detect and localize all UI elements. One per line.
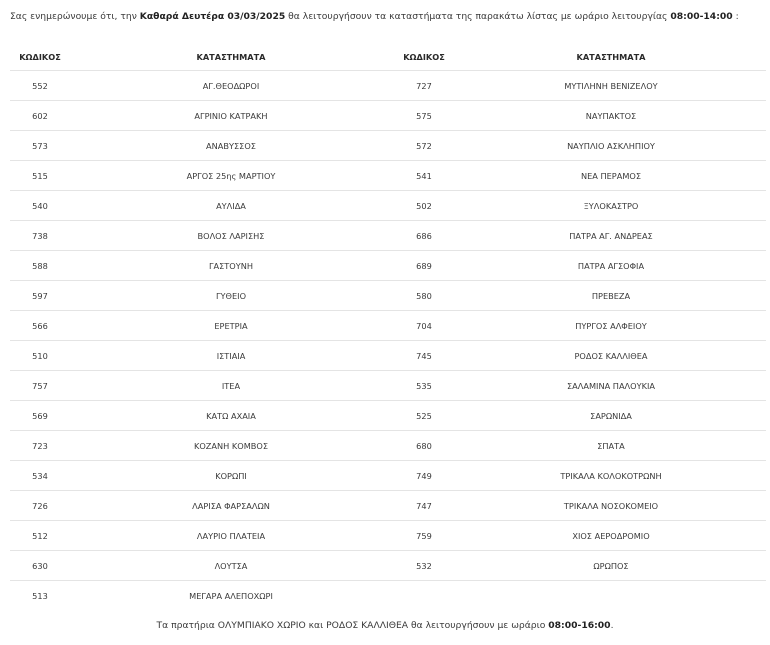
store-code-right [392,581,456,611]
store-name-left: ΑΓΡΙΝΙΟ ΚΑΤΡΑΚΗ [70,101,392,131]
store-code-right: 575 [392,101,456,131]
store-name-right: ΝΑΥΠΛΙΟ ΑΣΚΛΗΠΙΟΥ [456,131,766,161]
header-store-left: ΚΑΤΑΣΤΗΜΑΤΑ [70,43,392,71]
store-code-left: 566 [10,311,70,341]
store-code-right: 759 [392,521,456,551]
table-row [10,401,766,431]
intro-middle: θα λειτουργήσουν τα καταστήματα της παρακάτω λίστας με ωράριο λειτουργίας [285,11,671,22]
store-code-right: 525 [392,401,456,431]
store-name-right: ΣΑΛΑΜΙΝΑ ΠΑΛΟΥΚΙΑ [456,371,766,401]
store-code-left: 602 [10,101,70,131]
store-name-left: ΛΑΡΙΣΑ ΦΑΡΣΑΛΩΝ [70,491,392,521]
table-row [10,491,766,521]
store-code-right: 535 [392,371,456,401]
table-row [10,191,766,221]
table-row [10,341,766,371]
store-code-right: 572 [392,131,456,161]
store-code-left: 726 [10,491,70,521]
table-row [10,161,766,191]
stores-table [10,43,766,610]
table-row [10,371,766,401]
table-row [10,71,766,101]
store-name-left: ΓΥΘΕΙΟ [70,281,392,311]
table-row [10,281,766,311]
table-row [10,101,766,131]
header-code-left: ΚΩΔΙΚΟΣ [10,43,70,71]
store-code-left: 515 [10,161,70,191]
store-name-right: ΝΕΑ ΠΕΡΑΜΟΣ [456,161,766,191]
store-code-left: 573 [10,131,70,161]
footer-hours: 08:00-16:00 [548,620,611,631]
store-name-right: ΤΡΙΚΑΛΑ ΝΟΣΟΚΟΜΕΙΟ [456,491,766,521]
store-code-left: 552 [10,71,70,101]
store-name-left: ΒΟΛΟΣ ΛΑΡΙΣΗΣ [70,221,392,251]
store-name-left: ΛΟΥΤΣΑ [70,551,392,581]
store-name-right: ΠΥΡΓΟΣ ΑΛΦΕΙΟΥ [456,311,766,341]
store-name-right: ΠΡΕΒΕΖΑ [456,281,766,311]
footer-suffix: . [610,620,614,631]
store-name-right: ΩΡΩΠΟΣ [456,551,766,581]
store-name-left: ΙΤΕΑ [70,371,392,401]
table-header-row [10,43,766,71]
footer-prefix: Τα πρατήρια ΟΛΥΜΠΙΑΚΟ ΧΩΡΙΟ και ΡΟΔΟΣ ΚΑΛΛΙΘΕΑ θα λειτουργήσουν με ωράριο [156,620,549,631]
store-name-right: ΣΑΡΩΝΙΔΑ [456,401,766,431]
table-row [10,521,766,551]
table-row [10,221,766,251]
intro-text [10,10,765,23]
store-code-left: 597 [10,281,70,311]
store-name-left: ΙΣΤΙΑΙΑ [70,341,392,371]
store-name-left: ΑΥΛΙΔΑ [70,191,392,221]
store-code-right: 680 [392,431,456,461]
store-name-left: ΛΑΥΡΙΟ ΠΛΑΤΕΙΑ [70,521,392,551]
store-name-right: ΡΟΔΟΣ ΚΑΛΛΙΘΕΑ [456,341,766,371]
store-code-left: 569 [10,401,70,431]
store-code-right: 747 [392,491,456,521]
store-code-left: 512 [10,521,70,551]
store-code-left: 540 [10,191,70,221]
store-name-left: ΕΡΕΤΡΙΑ [70,311,392,341]
table-row [10,461,766,491]
store-name-right: ΞΥΛΟΚΑΣΤΡΟ [456,191,766,221]
intro-hours: 08:00-14:00 [670,11,733,22]
store-name-left: ΚΟΖΑΝΗ ΚΟΜΒΟΣ [70,431,392,461]
store-code-left: 738 [10,221,70,251]
store-code-right: 686 [392,221,456,251]
store-code-right: 541 [392,161,456,191]
table-row [10,551,766,581]
store-name-right: ΠΑΤΡΑ ΑΓ. ΑΝΔΡΕΑΣ [456,221,766,251]
store-name-right [456,581,766,611]
store-code-left: 534 [10,461,70,491]
header-code-right: ΚΩΔΙΚΟΣ [392,43,456,71]
store-name-left: ΓΑΣΤΟΥΝΗ [70,251,392,281]
store-code-left: 757 [10,371,70,401]
store-code-right: 580 [392,281,456,311]
store-code-right: 532 [392,551,456,581]
store-name-right: ΠΑΤΡΑ ΑΓΣΟΦΙΑ [456,251,766,281]
header-store-right: ΚΑΤΑΣΤΗΜΑΤΑ [456,43,766,71]
store-name-right: ΣΠΑΤΑ [456,431,766,461]
store-name-right: ΤΡΙΚΑΛΑ ΚΟΛΟΚΟΤΡΩΝΗ [456,461,766,491]
table-row [10,431,766,461]
store-code-right: 502 [392,191,456,221]
store-name-left: ΜΕΓΑΡΑ ΑΛΕΠΟΧΩΡΙ [189,590,273,601]
store-name-left: ΑΓ.ΘΕΟΔΩΡΟΙ [70,71,392,101]
store-name-right: ΧΙΟΣ ΑΕΡΟΔΡΟΜΙΟ [456,521,766,551]
store-code-left: 510 [10,341,70,371]
store-name-left: ΚΟΡΩΠΙ [70,461,392,491]
store-name-left: ΑΡΓΟΣ 25ης ΜΑΡΤΙΟΥ [70,161,392,191]
store-code-left: 588 [10,251,70,281]
intro-date: Καθαρά Δευτέρα 03/03/2025 [139,11,286,22]
store-code-left: 513 [32,590,48,601]
intro-prefix: Σας ενημερώνουμε ότι, την [10,11,140,22]
footer-note [0,620,770,631]
store-name-right: ΝΑΥΠΑΚΤΟΣ [456,101,766,131]
table-row [10,131,766,161]
store-code-right: 727 [392,71,456,101]
table-row [10,311,766,341]
store-code-right: 749 [392,461,456,491]
table-row [10,581,766,611]
store-name-left: ΑΝΑΒΥΣΣΟΣ [70,131,392,161]
table-row [10,251,766,281]
store-name-left: ΚΑΤΩ ΑΧΑΙΑ [70,401,392,431]
store-code-right: 704 [392,311,456,341]
store-code-right: 745 [392,341,456,371]
store-code-right: 689 [392,251,456,281]
store-code-left: 723 [10,431,70,461]
intro-suffix: : [732,11,739,22]
store-name-right: ΜΥΤΙΛΗΝΗ ΒΕΝΙΖΕΛΟΥ [456,71,766,101]
store-code-left: 630 [10,551,70,581]
